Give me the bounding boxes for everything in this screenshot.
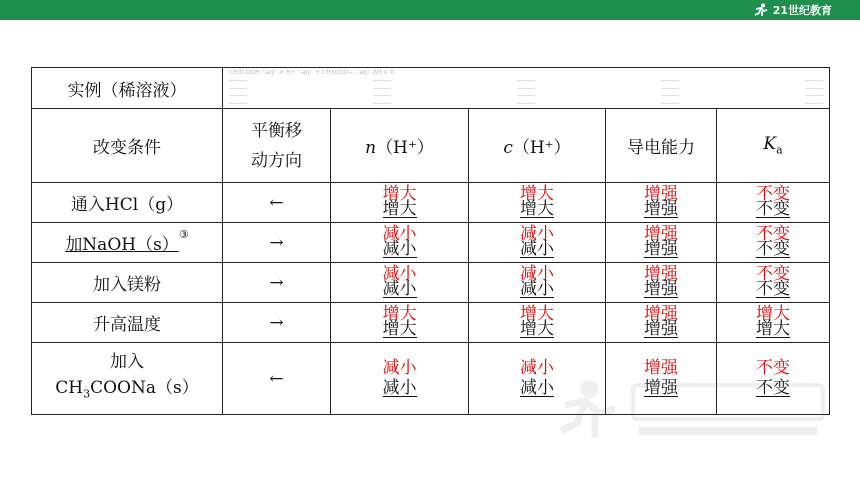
conductivity-cell: 增强 增强 bbox=[606, 303, 717, 343]
faint-equation-cell bbox=[223, 68, 830, 109]
col-shift-header: 平衡移 动方向 bbox=[223, 109, 331, 183]
col-conductivity-header: 导电能力 bbox=[606, 109, 717, 183]
ka-cell: 不变 不变 bbox=[717, 223, 830, 263]
col-ka-header: $K_a$ bbox=[717, 109, 830, 183]
condition-cell: 加NaOH（s）③ bbox=[32, 223, 223, 263]
ka-cell: 不变 不变 bbox=[717, 263, 830, 303]
n-cell: 增大 增大 bbox=[331, 303, 469, 343]
ka-cell: 不变 不变 bbox=[717, 343, 830, 415]
conductivity-cell: 增强 增强 bbox=[606, 183, 717, 223]
ka-cell: 增大 增大 bbox=[717, 303, 830, 343]
table-row bbox=[32, 223, 830, 263]
runner-icon bbox=[753, 3, 769, 17]
direction-cell: → bbox=[223, 303, 331, 343]
col-c-header: c（H⁺） bbox=[469, 109, 606, 183]
direction-cell: → bbox=[223, 263, 331, 303]
n-cell: 增大 增大 bbox=[331, 183, 469, 223]
faint-overlay: CH3COOH（aq）⇌ H+（aq）+ CH3COO−（aq）ΔH > 0 ――― ――― ――― ――― ――― ――― ――― ――― ――― ――― ――― ――― ――― ――― ――― ――― ――― ――― ――― ――― bbox=[229, 69, 824, 107]
header-row-example bbox=[32, 68, 830, 109]
conductivity-cell: 增强 增强 bbox=[606, 263, 717, 303]
faint-equation: CH3COOH（aq）⇌ H+（aq）+ CH3COO−（aq）ΔH > 0 bbox=[229, 69, 394, 76]
n-cell: 减小 减小 bbox=[331, 223, 469, 263]
c-cell: 减小 减小 bbox=[469, 223, 606, 263]
ionization-equilibrium-table bbox=[31, 67, 830, 415]
n-cell: 减小 减小 bbox=[331, 343, 469, 415]
example-label-cell bbox=[32, 68, 223, 109]
c-cell: 减小 减小 bbox=[469, 263, 606, 303]
example-label: 实例（稀溶液） bbox=[67, 80, 187, 101]
table-row bbox=[32, 183, 830, 223]
table-row bbox=[32, 263, 830, 303]
table-row bbox=[32, 343, 830, 415]
condition-cell: 升高温度 bbox=[32, 303, 223, 343]
col-condition-header: 改变条件 bbox=[32, 109, 223, 183]
table-row bbox=[32, 303, 830, 343]
conductivity-cell: 增强 增强 bbox=[606, 343, 717, 415]
col-n-header: n（H⁺） bbox=[331, 109, 469, 183]
direction-cell: ← bbox=[223, 343, 331, 415]
brand-logo bbox=[753, 2, 832, 18]
c-cell: 增大 增大 bbox=[469, 303, 606, 343]
condition-cell: 加入 $CH_3COONa(s)$ bbox=[32, 343, 223, 415]
direction-cell: ← bbox=[223, 183, 331, 223]
ka-cell: 不变 不变 bbox=[717, 183, 830, 223]
top-banner bbox=[0, 0, 860, 20]
c-cell: 减小 减小 bbox=[469, 343, 606, 415]
logo-text: 21世纪教育 bbox=[772, 4, 832, 17]
condition-cell: 通入HCl（g） bbox=[32, 183, 223, 223]
condition-cell: 加入镁粉 bbox=[32, 263, 223, 303]
conductivity-cell: 增强 增强 bbox=[606, 223, 717, 263]
c-cell: 增大 增大 bbox=[469, 183, 606, 223]
n-cell: 减小 减小 bbox=[331, 263, 469, 303]
direction-cell: → bbox=[223, 223, 331, 263]
header-row-columns bbox=[32, 109, 830, 183]
